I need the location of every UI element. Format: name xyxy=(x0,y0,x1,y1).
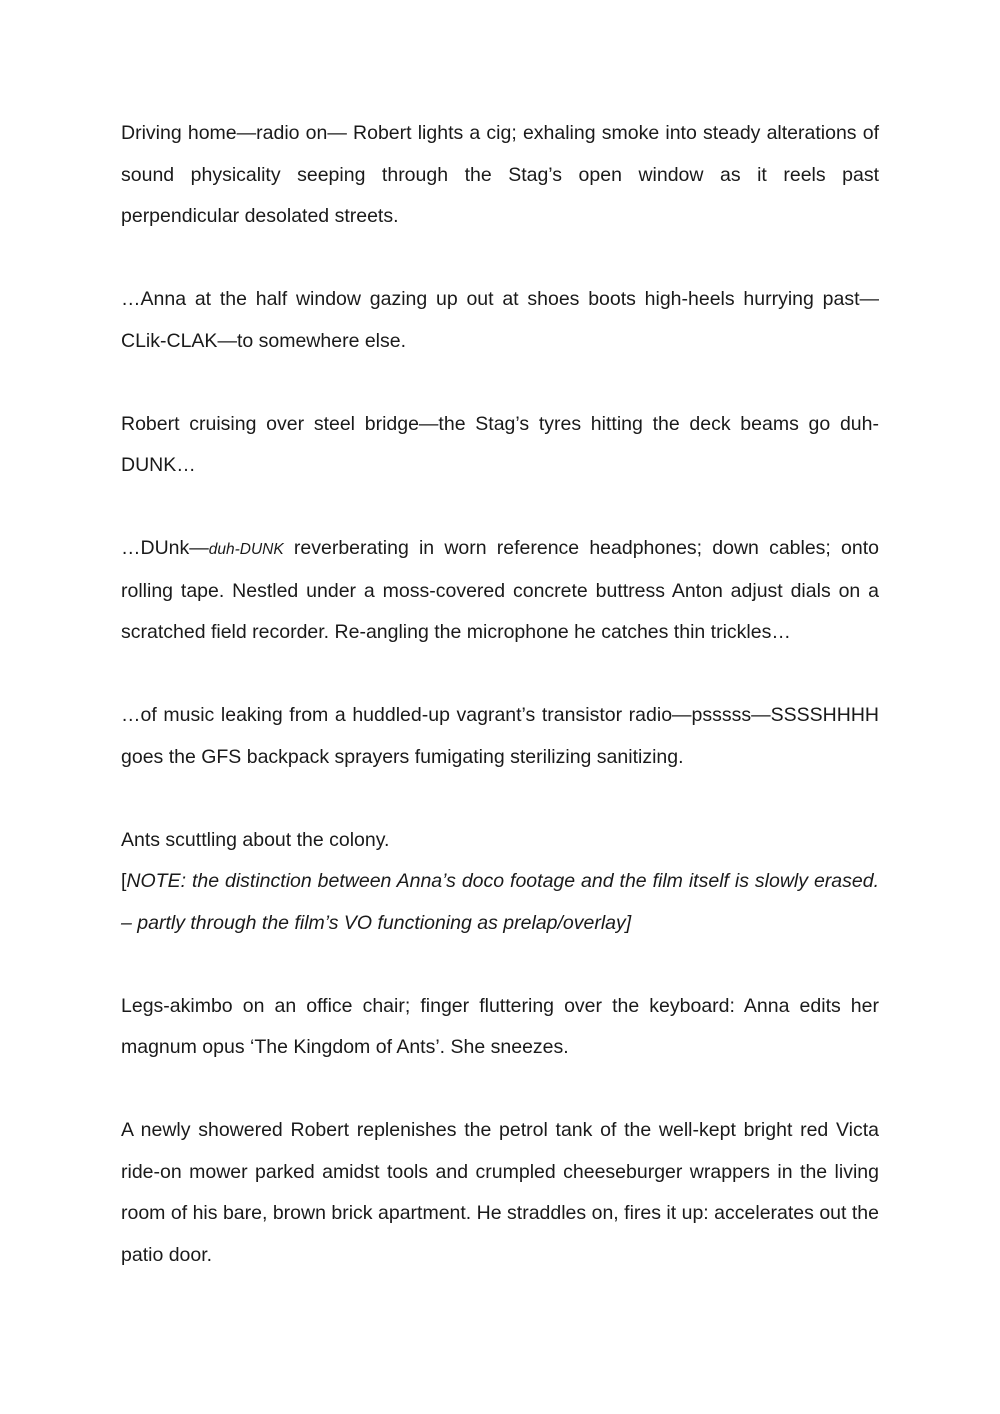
note-text: NOTE: the distinction between Anna’s doco footage and the film itself is slowly erased. – partly through the film’s VO functioning as prelap/overlay] xyxy=(121,870,879,934)
paragraph-steel-bridge: Robert cruising over steel bridge—the Stag’s tyres hitting the deck beams go duh-DUNK… xyxy=(121,412,879,476)
paragraph-headphones xyxy=(121,528,879,654)
paragraph-headphones-rest: reverberating in worn reference headphones; down cables; onto rolling tape. Nestled under a moss-covered concrete buttress Anton adjust dials on a scratched field recorder. Re-angling the microphone he catches thin trickles… xyxy=(121,537,879,643)
paragraph-anna-edits: Legs-akimbo on an office chair; finger fluttering over the keyboard: Anna edits her magnum opus ‘The Kingdom of Ants’. She sneezes. xyxy=(121,994,879,1058)
note-bracket: [ xyxy=(121,870,127,892)
script-page xyxy=(121,113,879,1318)
paragraph-vagrant-radio: …of music leaking from a huddled-up vagrant’s transistor radio—psssss—SSSSHHHH goes the GFS backpack sprayers fumigating sterilizing sanitizing. xyxy=(121,704,879,768)
paragraph-headphones-start: …DUnk— xyxy=(121,537,209,559)
paragraph-headphones-italic: duh-DUNK xyxy=(208,541,284,558)
paragraph-ants-colony: Ants scuttling about the colony. xyxy=(121,828,390,851)
paragraph-anna-window: …Anna at the half window gazing up out at shoes boots high-heels hurrying past—CLik-CLAK—to somewhere else. xyxy=(121,288,879,352)
paragraph-robert-mower: A newly showered Robert replenishes the petrol tank of the well-kept bright red Victa ride-on mower parked amidst tools and crumpled cheeseburger wrappers in the living room of his bare, brown brick apartment. He straddles on, fires it up: accelerates out the patio door. xyxy=(121,1119,879,1266)
paragraph-driving-home: Driving home—radio on— Robert lights a cig; exhaling smoke into steady alterations of sound physicality seeping through the Stag’s open window as it reels past perpendicular desolated streets. xyxy=(121,122,879,227)
production-note xyxy=(121,861,879,944)
